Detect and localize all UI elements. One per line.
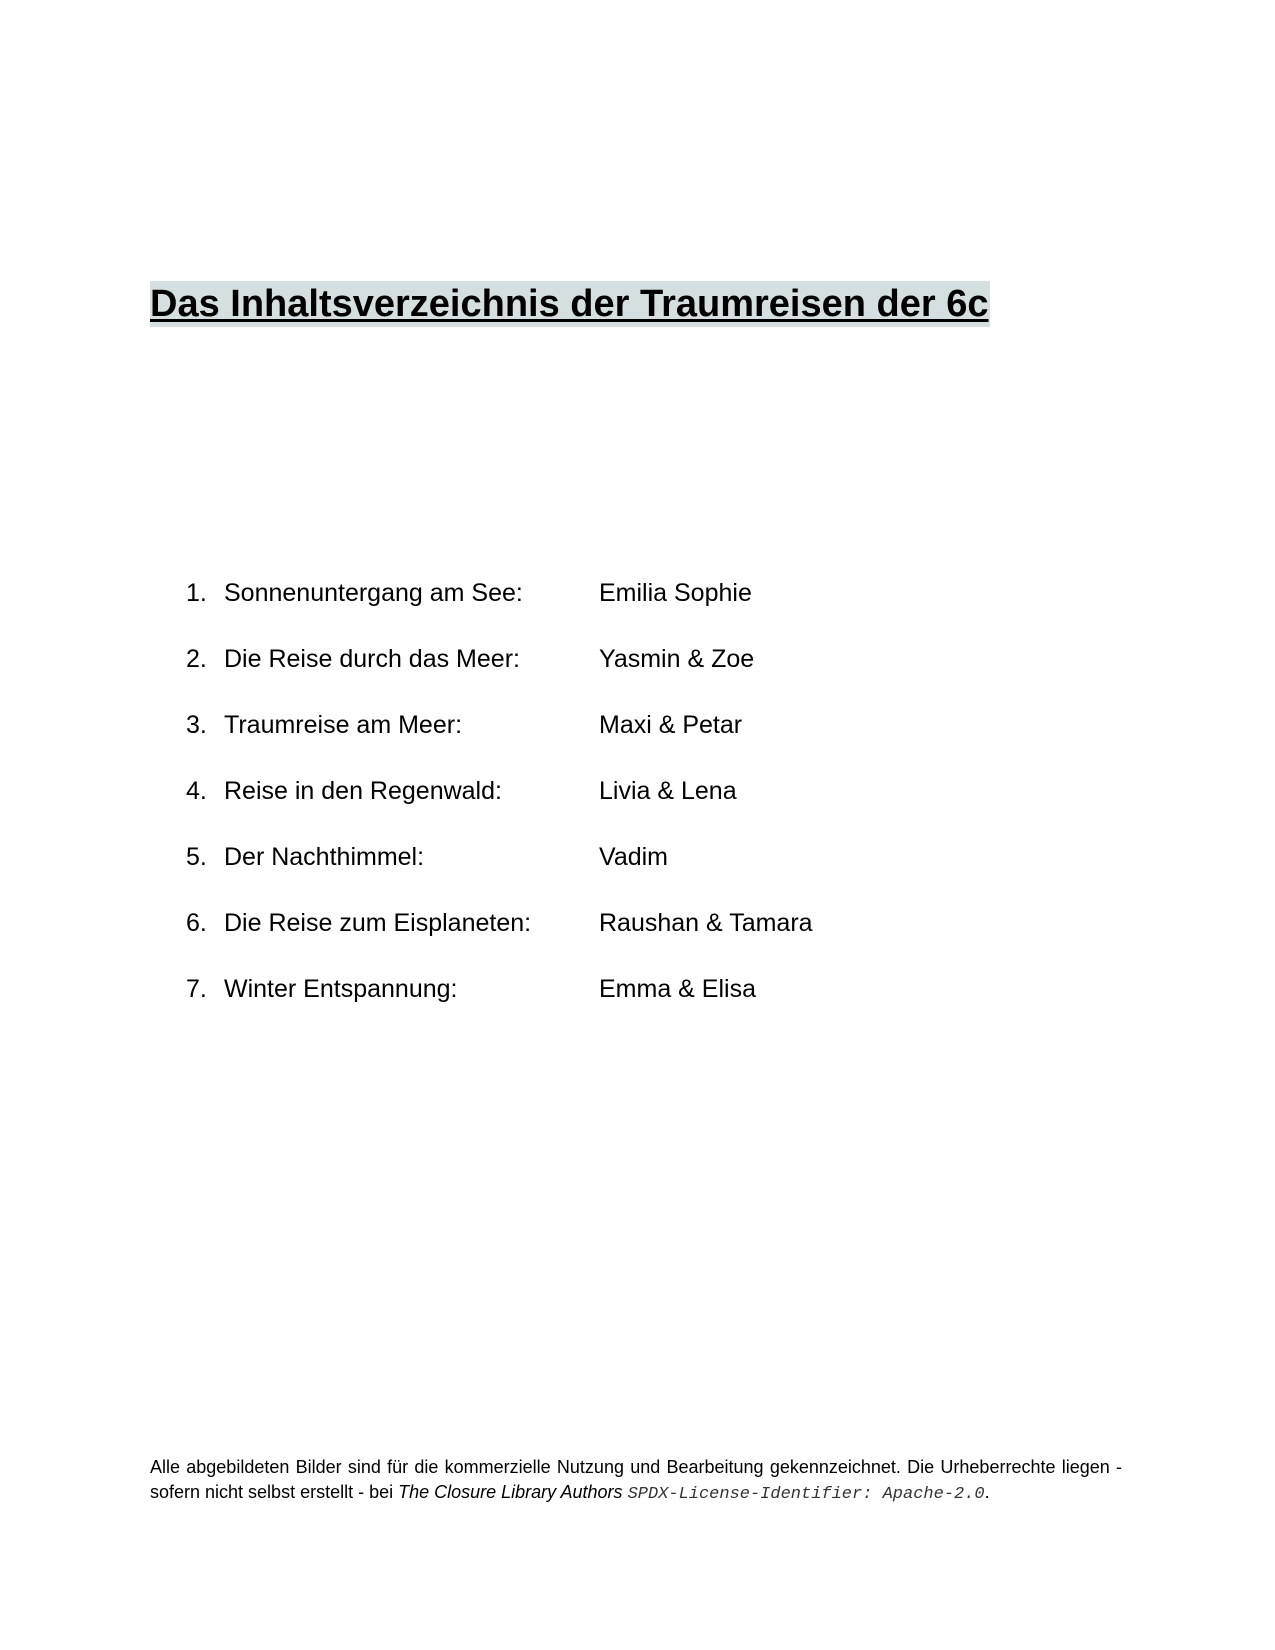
toc-entry-number: 4. <box>186 777 207 805</box>
toc-entry-title: Winter Entspannung: <box>224 975 458 1003</box>
toc-entry-number: 3. <box>186 711 207 739</box>
toc-entry <box>0 568 1275 634</box>
toc-entry-author: Vadim <box>599 843 669 871</box>
toc-entry <box>0 766 1275 832</box>
toc-entry-title: Die Reise durch das Meer: <box>224 645 520 673</box>
copyright-notice <box>150 1455 1122 1507</box>
toc-entry-author: Livia & Lena <box>599 777 737 805</box>
toc-entry-author: Yasmin & Zoe <box>599 645 755 673</box>
toc-entry-number: 6. <box>186 909 207 937</box>
toc-entry <box>0 964 1275 1030</box>
toc-entry-title: Traumreise am Meer: <box>224 711 463 739</box>
toc-entry-number: 1. <box>186 579 207 607</box>
toc-entry-author: Maxi & Petar <box>599 711 743 739</box>
toc-entry-author: Raushan & Tamara <box>599 909 813 937</box>
copyright-end: . <box>984 1482 990 1502</box>
toc-entry-title: Die Reise zum Eisplaneten: <box>224 909 532 937</box>
toc-entry <box>0 700 1275 766</box>
page-title: Das Inhaltsverzeichnis der Traumreisen der 6c <box>150 283 989 325</box>
copyright-text: Alle abgebildeten Bilder sind für die kommerzielle Nutzung und Bearbeitung gekennzeichnet. Die Urheberrechte liegen - sofern nicht selbst erstellt - bei <box>150 1457 1122 1502</box>
toc-entry-author: Emilia Sophie <box>599 579 752 607</box>
license-identifier: SPDX-License-Identifier: Apache-2.0 <box>627 1485 985 1504</box>
toc-entry <box>0 898 1275 964</box>
toc-entry <box>0 634 1275 700</box>
toc-entry <box>0 832 1275 898</box>
toc-entry-title: Sonnenuntergang am See: <box>224 579 523 607</box>
toc-entry-author: Emma & Elisa <box>599 975 756 1003</box>
toc-entry-title: Der Nachthimmel: <box>224 843 425 871</box>
toc-entry-number: 5. <box>186 843 207 871</box>
toc-entry-number: 2. <box>186 645 207 673</box>
table-of-contents <box>0 568 1275 1030</box>
copyright-holder: The Closure Library Authors <box>398 1482 623 1502</box>
toc-entry-number: 7. <box>186 975 207 1003</box>
toc-entry-title: Reise in den Regenwald: <box>224 777 502 805</box>
